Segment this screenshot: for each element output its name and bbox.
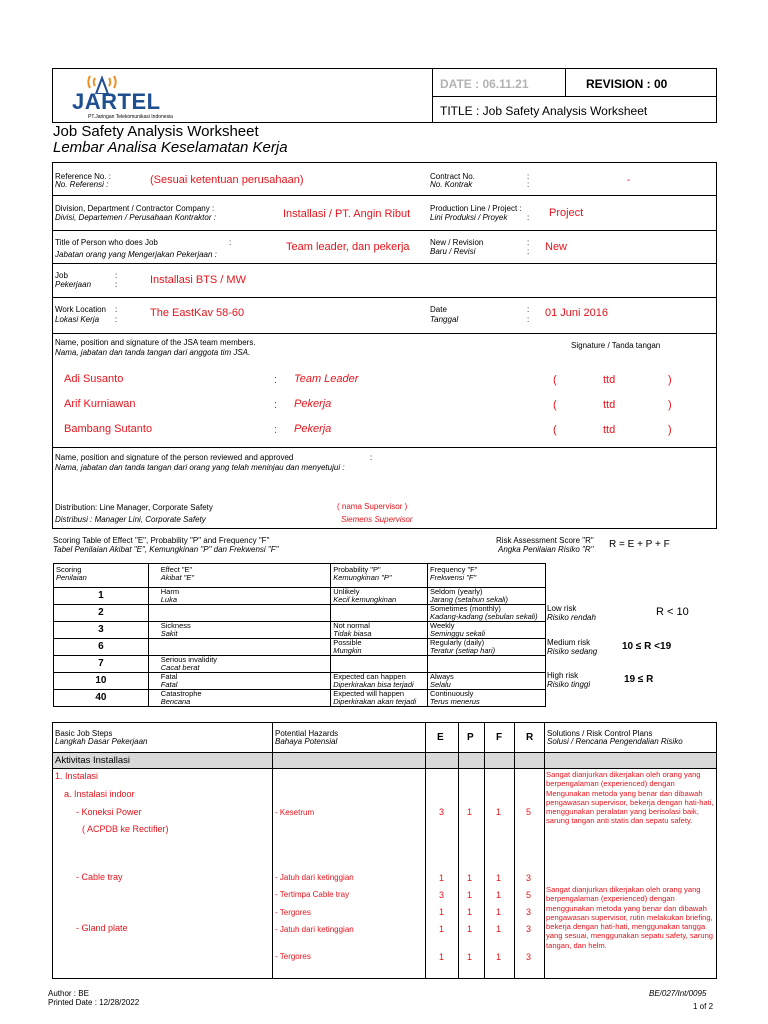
scoring-header-row xyxy=(54,564,546,588)
risk-label-id: Risiko sedang xyxy=(547,647,598,656)
effect: Harm xyxy=(160,587,180,596)
effect-id: Luka xyxy=(160,595,178,604)
review-label-id: Nama, jabatan dan tanda tangan dari orang yang telah meninjau dan menyetujui : xyxy=(55,463,345,472)
step-item: 1. Instalasi xyxy=(55,771,99,781)
risk-label-id: Risiko rendah xyxy=(547,613,596,622)
steps-header: Basic Job Steps xyxy=(55,729,113,738)
risk-value: 19 ≤ R xyxy=(624,674,654,685)
division-label: Division, Department / Contractor Company : xyxy=(55,204,215,213)
step-item: a. Instalasi indoor xyxy=(64,789,135,799)
hazard-f: 1 xyxy=(496,807,502,817)
probability: Not normal xyxy=(333,621,370,630)
hazard-name: - Jatuh dari ketinggian xyxy=(275,873,354,882)
score-value: 2 xyxy=(54,605,149,622)
team-label-id: Nama, jabatan dan tanda tangan dari anggota tim JSA. xyxy=(55,348,251,357)
probability: Possible xyxy=(333,638,362,647)
location-label: Work Location xyxy=(55,305,106,314)
solution-text-1: Sangat dianjurkan dikerjakan oleh orang yang berpengalaman (experienced) dengan Mengunakan metoda yang benar dan dibawah pengawasan supervisor, bekerja dengan hati-hati, menggunakan peralatan yang berisolasi baik, sarung tangan anti statis dan sepatu safety. xyxy=(546,770,714,826)
info-row-line xyxy=(52,447,717,448)
colon: : xyxy=(527,305,530,314)
member-role: Team Leader xyxy=(294,373,359,385)
frequency-id: Terus menerus xyxy=(430,697,480,706)
new-label-id: Baru / Revisi xyxy=(430,247,476,256)
score-value: 6 xyxy=(54,639,149,656)
p-header: P xyxy=(467,732,474,743)
risk-label-id: Risiko tinggi xyxy=(547,680,591,689)
hazards-header-id: Bahaya Potensial xyxy=(275,737,338,746)
frequency-id: Selalu xyxy=(430,680,451,689)
production-label-id: Lini Produksi / Proyek xyxy=(430,213,508,222)
score-value: 1 xyxy=(54,588,149,605)
supervisor-name: ( nama Supervisor ) xyxy=(337,502,408,511)
probability: Unlikely xyxy=(333,587,360,596)
scoring-title: Scoring Table of Effect "E", Probability "P" and Frequency "F" xyxy=(53,536,270,545)
job-value: Installasi BTS / MW xyxy=(150,274,246,286)
frequency-id: Seminggu sekali xyxy=(430,629,486,638)
hazard-p: 1 xyxy=(467,807,473,817)
hazard-f: 1 xyxy=(496,924,502,934)
scoring-row xyxy=(54,622,546,639)
score-value: 40 xyxy=(54,690,149,707)
col-line xyxy=(544,722,545,979)
hazard-r: 3 xyxy=(526,873,532,883)
contract-label-id: No. Kontrak xyxy=(430,180,473,189)
location-value: The EastKav 58-60 xyxy=(150,307,245,319)
frequency: Continuously xyxy=(430,689,474,698)
doc-title-id: Lembar Analisa Keselamatan Kerja xyxy=(53,139,288,156)
probability-id: Diperkirakan akan terjadi xyxy=(333,697,417,706)
hazard-f: 1 xyxy=(496,907,502,917)
colon: : xyxy=(274,374,278,386)
frequency: Seldom (yearly) xyxy=(430,587,483,596)
risk-value: 10 ≤ R <19 xyxy=(622,641,672,652)
frequency-id: Teratur (setiap hari) xyxy=(430,646,496,655)
colon: : xyxy=(115,280,118,289)
col-line xyxy=(272,722,273,752)
title-person-value: Team leader, dan pekerja xyxy=(286,241,410,253)
colon: : xyxy=(527,213,530,222)
new-value: New xyxy=(545,241,568,253)
col-line xyxy=(425,722,426,979)
hazard-r: 5 xyxy=(526,807,532,817)
f-header: F xyxy=(496,732,503,743)
distribution-label-id: Distribusi : Manager Lini, Corporate Safety xyxy=(55,515,206,524)
new-label: New / Revision xyxy=(430,238,484,247)
frequency-id: Kadang-kadang (sebulan sekali) xyxy=(430,612,538,621)
footer-author: Author : BE xyxy=(48,989,89,998)
section-row-bg xyxy=(53,753,716,768)
risk-title: Risk Assessment Score "R" xyxy=(496,536,594,545)
sig-open-paren: ( xyxy=(553,424,557,436)
date-label-id: Tanggal xyxy=(430,315,459,324)
r-header: R xyxy=(526,732,534,743)
hazard-r: 3 xyxy=(526,952,532,962)
scoring-row xyxy=(54,639,546,656)
info-row-line xyxy=(52,263,717,264)
hazard-p: 1 xyxy=(467,890,473,900)
review-label: Name, position and signature of the person reviewed and approved xyxy=(55,453,294,462)
info-row-line xyxy=(52,297,717,298)
colon: : xyxy=(274,424,278,436)
risk-value: R < 10 xyxy=(656,606,689,618)
frequency: Always xyxy=(430,672,454,681)
footer-page: 1 of 2 xyxy=(693,1002,714,1011)
hazard-e: 1 xyxy=(439,873,445,883)
scoring-row xyxy=(54,673,546,690)
hazard-name: - Tergores xyxy=(275,908,311,917)
header-date-divider xyxy=(565,68,566,96)
steps-header-id: Langkah Dasar Pekerjaan xyxy=(55,737,148,746)
col-line xyxy=(514,722,515,979)
colon: : xyxy=(527,180,530,189)
effect-id: Sakit xyxy=(160,629,178,638)
hazard-p: 1 xyxy=(467,873,473,883)
section-title: Aktivitas Installasi xyxy=(55,755,130,766)
hazard-e: 1 xyxy=(439,952,445,962)
company-logo xyxy=(72,74,192,119)
effect-id: Bencana xyxy=(160,697,191,706)
effect-id: Fatal xyxy=(160,680,178,689)
sig-open-paren: ( xyxy=(553,374,557,386)
contract-label: Contract No. xyxy=(430,172,475,181)
solution-text-2: Sangat dianjurkan dikerjakan oleh orang yang berpengalaman (experienced) dengan menggunakan metoda yang benar dan dibawah pengawasan supervisor, rutin melakukan briefing, bekerja dengan hati-hati, menggunakan tangga yang sesuai, menggunakan sepatu safety, sarung tangan, dan helm. xyxy=(546,885,714,950)
hazard-f: 1 xyxy=(496,873,502,883)
header-date: DATE : 06.11.21 xyxy=(440,77,529,91)
score-value: 7 xyxy=(54,656,149,673)
risk-label: High risk xyxy=(547,671,579,680)
scoring-header: Probability "P" xyxy=(333,565,381,574)
effect: Serious invalidity xyxy=(160,655,218,664)
effect: Fatal xyxy=(160,672,178,681)
step-item: - Koneksi Power xyxy=(76,807,142,817)
probability-id: Diperkirakan bisa terjadi xyxy=(333,680,414,689)
title-person-label: Title of Person who does Job xyxy=(55,238,158,247)
header-title: TITLE : Job Safety Analysis Worksheet xyxy=(440,104,648,118)
header-hdivider xyxy=(432,96,717,97)
scoring-header-id: Penilaian xyxy=(56,573,87,582)
sig-open-paren: ( xyxy=(553,399,557,411)
probability-id: Kecil kemungkinan xyxy=(333,595,397,604)
info-row-line xyxy=(52,333,717,334)
scoring-header: Effect "E" xyxy=(160,565,193,574)
hazard-e: 1 xyxy=(439,924,445,934)
header-revision: REVISION : 00 xyxy=(586,77,668,91)
contract-value: - xyxy=(627,175,631,186)
scoring-row xyxy=(54,690,546,707)
hazard-r: 5 xyxy=(526,890,532,900)
hazard-r: 3 xyxy=(526,907,532,917)
hazard-e: 1 xyxy=(439,907,445,917)
production-label: Production Line / Project : xyxy=(430,204,522,213)
step-item: - Cable tray xyxy=(76,872,123,882)
footer-printed: Printed Date : 12/28/2022 xyxy=(48,998,140,1007)
colon: : xyxy=(274,399,278,411)
date-label: Date xyxy=(430,305,447,314)
score-value: 3 xyxy=(54,622,149,639)
effect: Sickness xyxy=(160,621,191,630)
effect-id: Cacat berat xyxy=(160,663,200,672)
job-label-id: Pekerjaan xyxy=(55,280,92,289)
member-name: Bambang Sutanto xyxy=(64,423,153,435)
date-value: 01 Juni 2016 xyxy=(545,307,608,319)
scoring-header: Scoring xyxy=(56,565,82,574)
hazard-p: 1 xyxy=(467,924,473,934)
frequency-id: Jarang (setahun sekali) xyxy=(430,595,508,604)
sig-close-paren: ) xyxy=(668,399,672,411)
scoring-row xyxy=(54,588,546,605)
risk-formula: R = E + P + F xyxy=(609,539,670,550)
hazard-p: 1 xyxy=(467,952,473,962)
hazard-name: - Tergores xyxy=(275,952,311,961)
production-value: Project xyxy=(549,207,584,219)
hazard-e: 3 xyxy=(439,807,445,817)
scoring-row xyxy=(54,605,546,622)
risk-label: Low risk xyxy=(547,604,577,613)
hazards-header: Potential Hazards xyxy=(275,729,339,738)
frequency: Regularly (daily) xyxy=(430,638,485,647)
scoring-header: Frequency "F" xyxy=(430,565,478,574)
hazard-f: 1 xyxy=(496,890,502,900)
probability: Expected can happen xyxy=(333,672,406,681)
logo-subtitle: PT.Jaringan Telekomunikasi Indonesia xyxy=(88,114,173,120)
sig-close-paren: ) xyxy=(668,374,672,386)
solutions-header: Solutions / Risk Control Plans xyxy=(547,729,653,738)
probability-id: Tidak biasa xyxy=(333,629,372,638)
doc-title-en: Job Safety Analysis Worksheet xyxy=(53,123,259,140)
solutions-header-id: Solusi / Rencana Pengendalian Risiko xyxy=(547,737,683,746)
signature-label: Signature / Tanda tangan xyxy=(571,341,661,350)
step-item: - Gland plate xyxy=(76,923,128,933)
colon: : xyxy=(115,271,118,280)
division-value: Installasi / PT. Angin Ribut xyxy=(283,208,411,220)
colon: : xyxy=(527,247,530,256)
probability-id: Mungkin xyxy=(333,646,362,655)
member-sig: ttd xyxy=(603,374,616,386)
info-row-line xyxy=(52,230,717,231)
scoring-title-id: Tabel Penilaian Akibat "E", Kemungkinan "P" dan Frekwensi "F" xyxy=(53,545,279,554)
colon: : xyxy=(229,238,232,247)
score-value: 10 xyxy=(54,673,149,690)
scoring-row xyxy=(54,656,546,673)
scoring-header-id: Akibat "E" xyxy=(160,573,195,582)
scoring-header-id: Frekwensi "F" xyxy=(430,573,477,582)
location-label-id: Lokasi Kerja xyxy=(55,315,100,324)
colon: : xyxy=(370,453,373,462)
distribution-label: Distribution: Line Manager, Corporate Safety xyxy=(55,503,213,512)
member-sig: ttd xyxy=(603,424,616,436)
colon: : xyxy=(527,315,530,324)
jsa-section-line xyxy=(52,768,717,769)
col-line xyxy=(272,722,273,979)
hazard-name: - Kesetrum xyxy=(275,808,315,817)
col-line xyxy=(484,722,485,979)
job-label: Job xyxy=(55,271,68,280)
supervisor-sub: Siemens Supervisor xyxy=(341,515,413,524)
team-label: Name, position and signature of the JSA team members. xyxy=(55,338,256,347)
member-name: Arif Kurniawan xyxy=(64,398,136,410)
risk-label: Medium risk xyxy=(547,638,591,647)
logo-text: JARTEL xyxy=(72,89,161,114)
sig-close-paren: ) xyxy=(668,424,672,436)
division-label-id: Divisi, Departemen / Perusahaan Kontraktor : xyxy=(55,213,216,222)
hazard-name: - Jatuh dari ketinggian xyxy=(275,925,354,934)
frequency: Sometimes (monthly) xyxy=(430,604,501,613)
colon: : xyxy=(115,305,118,314)
risk-title-id: Angka Penilaian Risiko "R" xyxy=(498,545,594,554)
hazard-name: - Tertimpa Cable tray xyxy=(275,890,350,899)
member-sig: ttd xyxy=(603,399,616,411)
title-person-label-id: Jabatan orang yang Mengerjakan Pekerjaan : xyxy=(55,250,217,259)
col-line xyxy=(458,722,459,979)
member-role: Pekerja xyxy=(294,398,332,410)
effect: Catastrophe xyxy=(160,689,202,698)
hazard-p: 1 xyxy=(467,907,473,917)
hazard-f: 1 xyxy=(496,952,502,962)
ref-label-id: No. Referensi : xyxy=(55,180,109,189)
footer-docno: BE/027/Int/0095 xyxy=(649,989,707,998)
colon: : xyxy=(527,238,530,247)
member-name: Adi Susanto xyxy=(64,373,124,385)
e-header: E xyxy=(437,732,444,743)
info-row-line xyxy=(52,195,717,196)
colon: : xyxy=(527,172,530,181)
hazard-r: 3 xyxy=(526,924,532,934)
colon: : xyxy=(115,315,118,324)
ref-value: (Sesuai ketentuan perusahaan) xyxy=(150,174,304,186)
hazard-e: 3 xyxy=(439,890,445,900)
frequency: Weekly xyxy=(430,621,455,630)
step-item: ( ACPDB ke Rectifier) xyxy=(82,824,169,834)
ref-label: Reference No. : xyxy=(55,172,112,181)
scoring-header-id: Kemungkinan "P" xyxy=(333,573,392,582)
member-role: Pekerja xyxy=(294,423,332,435)
probability: Expected will happen xyxy=(333,689,405,698)
scoring-table xyxy=(53,563,546,707)
